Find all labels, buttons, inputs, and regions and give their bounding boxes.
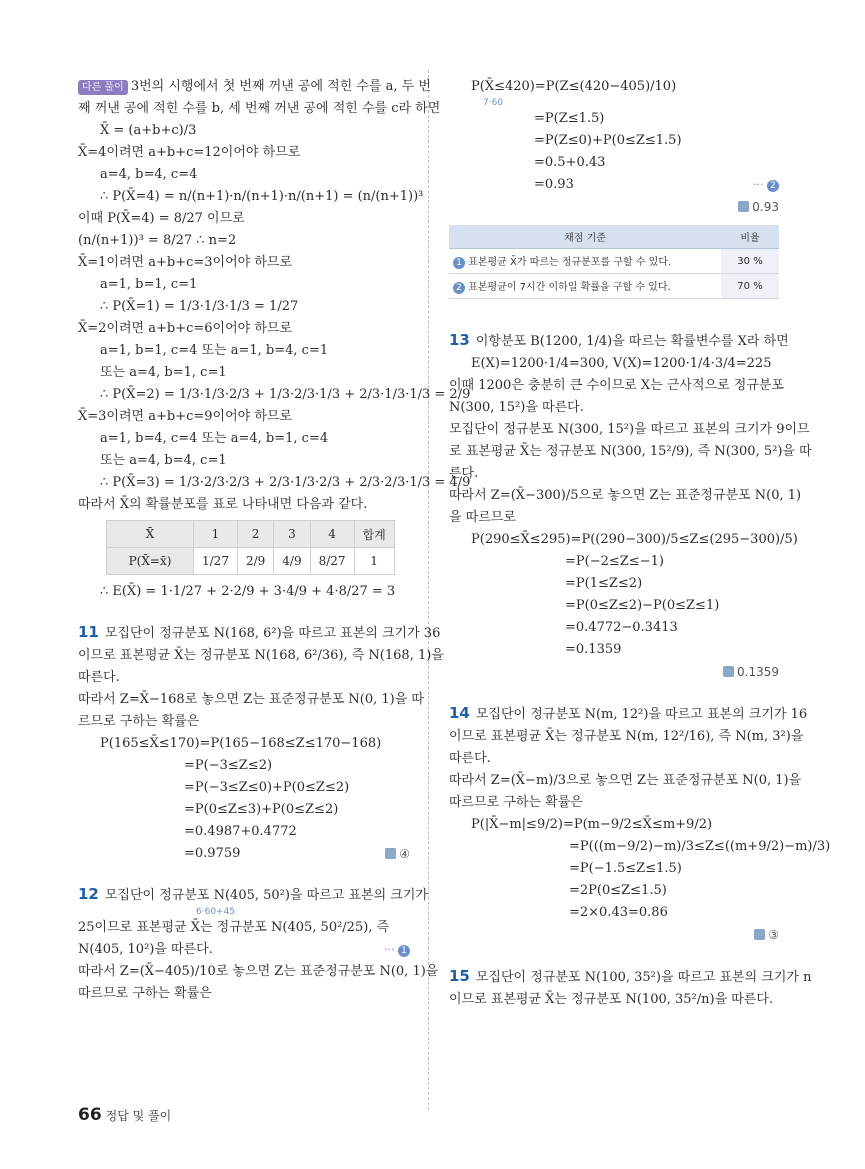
formula: a=1, b=4, c=4 또는 a=4, b=1, c=4 <box>100 431 329 446</box>
answer-badge: 0.1359 <box>723 665 779 679</box>
q11-final-line: =0.9759 ④ <box>78 843 410 865</box>
text-line: 째 꺼낸 공에 적힌 수를 b, 세 번째 꺼낸 공에 적힌 수를 c라 하면 <box>78 101 441 116</box>
table-cell: 2 표본평균이 7시간 이하일 확률을 구할 수 있다. <box>449 274 721 299</box>
column-divider <box>428 70 429 1110</box>
text-line: 른다. <box>449 466 479 481</box>
text-line: X̄=4이려면 a+b+c=12이어야 하므로 <box>78 145 301 160</box>
formula: =0.1359 <box>565 642 622 657</box>
text-line: 따라서 Z=(X̄−300)/5으로 놓으면 Z는 표준정규분포 N(0, 1) <box>449 488 802 503</box>
formula: E(X)=1200·1/4=300, V(X)=1200·1/4·3/4=225 <box>471 356 772 371</box>
formula: =P(Z≤0)+P(0≤Z≤1.5) <box>534 133 682 148</box>
table-header: 비율 <box>721 225 779 249</box>
formula: P(290≤X̄≤295)=P((290−300)/5≤Z≤(295−300)/5) <box>471 532 798 547</box>
text-line: 따라서 Z=(X̄−m)/3으로 놓으면 Z는 표준정규분포 N(0, 1)을 <box>449 773 802 788</box>
q11-heading: 11 모집단이 정규분포 N(168, 6²)을 따르고 표본의 크기가 36 <box>78 623 441 641</box>
margin-note: 6·60+45 <box>196 907 236 917</box>
formula: a=1, b=1, c=1 <box>100 277 198 292</box>
formula: a=4, b=4, c=4 <box>100 167 198 182</box>
text-line: 이므로 표본평균 X̄는 정규분포 N(100, 35²/n)을 따른다. <box>449 992 774 1007</box>
table-cell: 4/9 <box>274 548 310 575</box>
text-line: 따르므로 구하는 확률은 <box>78 986 212 1001</box>
table-cell: 1/27 <box>194 548 238 575</box>
answer-line <box>449 924 779 947</box>
question-number: 13 <box>449 331 470 349</box>
formula: =P(−1.5≤Z≤1.5) <box>569 861 682 876</box>
table-cell: 70 % <box>721 274 779 299</box>
table-row <box>449 249 779 274</box>
formula: =2×0.43=0.86 <box>569 905 668 920</box>
formula: =P(−2≤Z≤−1) <box>565 554 664 569</box>
formula: P(|X̄−m|≤9/2)=P(m−9/2≤X̄≤m+9/2) <box>471 817 713 832</box>
formula: =2P(0≤Z≤1.5) <box>569 883 667 898</box>
text-line: 따라서 Z=(X̄−405)/10로 놓으면 Z는 표준정규분포 N(0, 1)을 <box>78 964 439 979</box>
table-row <box>449 225 779 249</box>
table-cell: 3 <box>274 521 310 548</box>
page-number: 66 <box>78 1105 102 1125</box>
text-line: 로 표본평균 X̄는 정규분포 N(300, 15²/9), 즉 N(300, 5²)을 따 <box>449 444 812 459</box>
formula: ∴ P(X̄=4) = n/(n+1)·n/(n+1)·n/(n+1) = (n/(n+1))³ <box>100 189 424 204</box>
formula: ∴ P(X̄=3) = 1/3·2/3·2/3 + 2/3·1/3·2/3 + 2/3·2/3·1/3 = 4/9 <box>100 475 471 490</box>
table-header: 채점 기준 <box>449 225 721 249</box>
answer-icon <box>754 929 765 940</box>
margin-note: 7·60 <box>483 98 504 108</box>
formula: =P(1≤Z≤2) <box>565 576 643 591</box>
formula: P(165≤X̄≤170)=P(165−168≤Z≤170−168) <box>100 736 382 751</box>
page-footer <box>78 1105 171 1125</box>
formula: X̄ = (a+b+c)/3 <box>100 123 197 138</box>
formula: ∴ P(X̄=1) = 1/3·1/3·1/3 = 1/27 <box>100 299 299 314</box>
text-line: 모집단이 정규분포 N(300, 15²)을 따르고 표본의 크기가 9이므 <box>449 422 810 437</box>
answer-icon <box>723 666 734 677</box>
answer-line <box>449 196 779 219</box>
question-number: 11 <box>78 623 99 641</box>
formula: =0.5+0.43 <box>534 155 606 170</box>
step-marker: ··· 1 <box>384 939 410 961</box>
table-cell: 1 <box>194 521 238 548</box>
table-cell: 2 <box>237 521 273 548</box>
text-line: X̄=1이려면 a+b+c=3이어야 하므로 <box>78 255 293 270</box>
formula: =0.4987+0.4772 <box>184 824 297 839</box>
table-row <box>449 274 779 299</box>
text-line: 따라서 Z=X̄−168로 놓으면 Z는 표준정규분포 N(0, 1)을 따 <box>78 692 424 707</box>
alt-solution-line: 다른 풀이 3번의 시행에서 첫 번째 꺼낸 공에 적힌 수를 a, 두 번 <box>78 76 410 98</box>
text-line: 따른다. <box>449 751 491 766</box>
grading-table <box>449 225 779 299</box>
formula: =P(−3≤Z≤2) <box>184 758 273 773</box>
q12-step-line: N(405, 10²)을 따른다. ··· 1 <box>78 939 410 961</box>
table-cell: 2/9 <box>237 548 273 575</box>
text-line: X̄=3이려면 a+b+c=9이어야 하므로 <box>78 409 293 424</box>
step-marker: ··· 2 <box>753 174 779 196</box>
formula: =P(0≤Z≤3)+P(0≤Z≤2) <box>184 802 339 817</box>
table-cell: 30 % <box>721 249 779 274</box>
answer-icon <box>738 201 749 212</box>
text-line: 25이므로 표본평균 X̄는 정규분포 N(405, 50²/25), 즉 <box>78 920 390 935</box>
table-cell: 1 <box>354 548 394 575</box>
footer-label: 정답 및 풀이 <box>105 1109 172 1123</box>
answer-badge: ③ <box>754 928 779 942</box>
formula: =P(((m−9/2)−m)/3≤Z≤((m+9/2)−m)/3) <box>569 839 831 854</box>
text-line: 따르므로 구하는 확률은 <box>449 795 583 810</box>
question-number: 12 <box>78 885 99 903</box>
formula: =P(Z≤1.5) <box>534 111 605 126</box>
answer-badge: 0.93 <box>738 200 779 214</box>
formula: =P(0≤Z≤2)−P(0≤Z≤1) <box>565 598 720 613</box>
table-cell: P(X̄=x̄) <box>107 548 194 575</box>
formula: ∴ P(X̄=2) = 1/3·1/3·2/3 + 1/3·2/3·1/3 + 2/3·1/3·1/3 = 2/9 <box>100 387 471 402</box>
text-line: 이므로 표본평균 X̄는 정규분포 N(m, 12²/16), 즉 N(m, 3²)을 <box>449 729 804 744</box>
formula: 또는 a=4, b=4, c=1 <box>100 453 227 468</box>
formula: (n/(n+1))³ = 8/27 ∴ n=2 <box>78 233 237 248</box>
right-column <box>449 76 831 1011</box>
table-cell: 4 <box>310 521 354 548</box>
text-line: N(300, 15²)을 따른다. <box>449 400 584 415</box>
text-line: X̄=2이려면 a+b+c=6이어야 하므로 <box>78 321 293 336</box>
answer-badge: ④ <box>385 843 410 865</box>
text-line: 이때 1200은 충분히 큰 수이므로 X는 근사적으로 정규분포 <box>449 378 784 393</box>
r5-line: =0.93 ··· 2 <box>449 174 779 196</box>
q15-heading: 15 모집단이 정규분포 N(100, 35²)을 따르고 표본의 크기가 n <box>449 967 812 985</box>
table-row <box>107 521 395 548</box>
q14-heading: 14 모집단이 정규분포 N(m, 12²)을 따르고 표본의 크기가 16 <box>449 704 808 722</box>
table-cell: X̄ <box>107 521 194 548</box>
formula: a=1, b=1, c=4 또는 a=1, b=4, c=1 <box>100 343 329 358</box>
text-line: 이므로 표본평균 X̄는 정규분포 N(168, 6²/36), 즉 N(168, 1)을 <box>78 648 444 663</box>
table-cell: 8/27 <box>310 548 354 575</box>
formula: =P(−3≤Z≤0)+P(0≤Z≤2) <box>184 780 350 795</box>
text-line: 르므로 구하는 확률은 <box>78 714 200 729</box>
formula: 또는 a=4, b=1, c=1 <box>100 365 227 380</box>
table-row <box>107 548 395 575</box>
question-number: 14 <box>449 704 470 722</box>
text-line: 따라서 X̄의 확률분포를 표로 나타내면 다음과 같다. <box>78 497 368 512</box>
formula: P(X̄≤420)=P(Z≤(420−405)/10) <box>471 79 677 94</box>
alt-solution-tag: 다른 풀이 <box>78 80 128 95</box>
table-cell: 1 표본평균 X̄가 따르는 정규분포를 구할 수 있다. <box>449 249 721 274</box>
formula: =0.4772−0.3413 <box>565 620 678 635</box>
distribution-table <box>106 520 395 575</box>
table-cell: 합계 <box>354 521 394 548</box>
formula: ∴ E(X̄) = 1·1/27 + 2·2/9 + 3·4/9 + 4·8/27 = 3 <box>100 584 396 599</box>
text-line: 을 따르므로 <box>449 510 516 525</box>
answer-icon <box>385 848 396 859</box>
answer-line <box>449 661 779 684</box>
question-number: 15 <box>449 967 470 985</box>
text-line: 이때 P(X̄=4) = 8/27 이므로 <box>78 211 245 226</box>
q12-heading: 12 모집단이 정규분포 N(405, 50²)을 따르고 표본의 크기가 <box>78 885 428 903</box>
q13-heading: 13 이항분포 B(1200, 1/4)을 따르는 확률변수를 X라 하면 <box>449 331 789 349</box>
text-line: 따른다. <box>78 670 120 685</box>
